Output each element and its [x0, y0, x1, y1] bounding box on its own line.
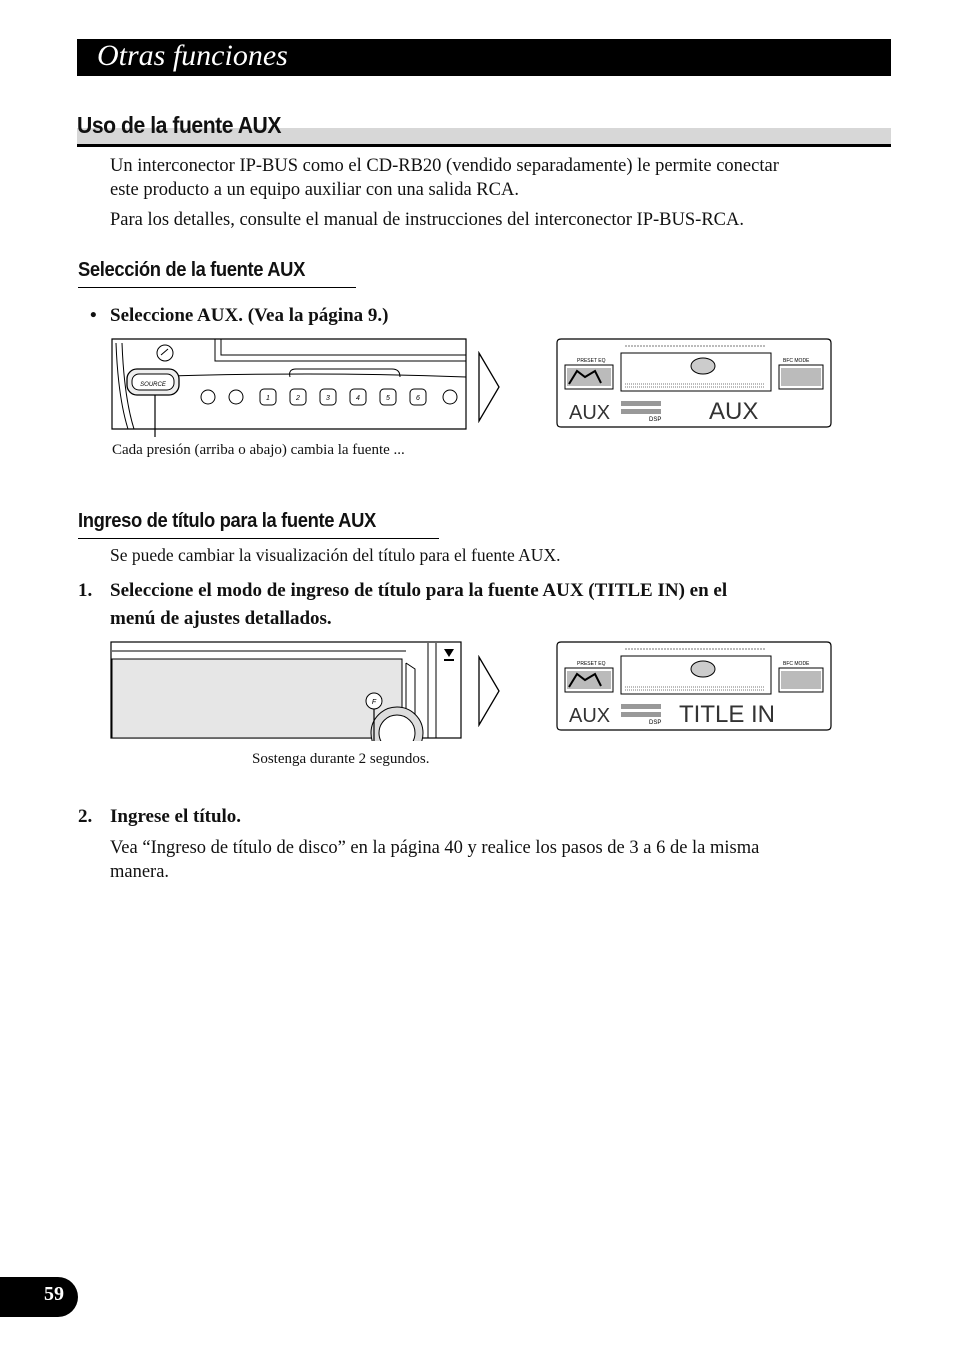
- head-unit-function-illustration: [110, 641, 464, 741]
- caption-hold: Sostenga durante 2 segundos.: [252, 751, 430, 767]
- step-2-number: 2.: [78, 806, 93, 827]
- lcd-label-preset-eq: PRESET EQ: [577, 358, 606, 364]
- preset-button-label: 5: [386, 395, 390, 402]
- lcd-main-text: AUX: [709, 398, 759, 425]
- arrow-icon: [477, 655, 502, 727]
- source-button-label: SOURCE: [140, 382, 166, 388]
- preset-button-label: 1: [266, 395, 270, 402]
- subheading-title-input: Ingreso de título para la fuente AUX: [78, 510, 376, 532]
- subheading-selection: Selección de la fuente AUX: [78, 259, 305, 281]
- intro-paragraph-1-line-1: Un interconector IP-BUS como el CD-RB20 (vendido separadamente) le permite conectar: [110, 156, 779, 176]
- caption-source: Cada presión (arriba o abajo) cambia la fuente ...: [112, 442, 405, 458]
- lcd-main-text: TITLE IN: [679, 701, 776, 728]
- preset-button-label: 6: [416, 395, 420, 402]
- preset-button-label: 4: [356, 395, 360, 402]
- lcd-label-bfc-mode: BFC MODE: [783, 661, 810, 667]
- lcd-display-title-in: [555, 640, 833, 732]
- step-1-line-1: Seleccione el modo de ingreso de título para la fuente AUX (TITLE IN) en el: [110, 580, 728, 601]
- heading-rule: [77, 144, 891, 147]
- subheading-title-input-rule: [78, 538, 439, 539]
- intro-paragraph-2: Para los detalles, consulte el manual de instrucciones del interconector IP-BUS-RCA.: [110, 210, 744, 230]
- arrow-icon: [477, 351, 502, 423]
- page-title: Uso de la fuente AUX: [77, 112, 282, 138]
- step-1-line-2: menú de ajustes detallados.: [110, 608, 332, 629]
- step-2-title: Ingrese el título.: [110, 806, 242, 827]
- page-number-tab: [0, 1277, 78, 1317]
- lcd-dsp-label: DSP: [649, 417, 662, 423]
- preset-button-label: 3: [326, 395, 330, 402]
- lcd-label-preset-eq: PRESET EQ: [577, 661, 606, 667]
- selection-step: Seleccione AUX. (Vea la página 9.): [110, 305, 389, 326]
- function-button-label: F: [371, 699, 377, 706]
- bullet-marker: •: [90, 305, 97, 326]
- subheading-selection-rule: [78, 287, 356, 288]
- title-input-description: Se puede cambiar la visualización del título para el fuente AUX.: [110, 545, 561, 565]
- lcd-left-text: AUX: [569, 402, 611, 424]
- lcd-dsp-label: DSP: [649, 720, 662, 726]
- step-2-line-2: manera.: [110, 862, 170, 882]
- lcd-display-aux: [555, 337, 833, 429]
- preset-button-label: 2: [296, 395, 300, 402]
- page-number: 59: [44, 1283, 64, 1305]
- step-2-line-1: Vea “Ingreso de título de disco” en la página 40 y realice los pasos de 3 a 6 de la misma: [110, 838, 760, 858]
- intro-paragraph-1-line-2: este producto a un equipo auxiliar con una salida RCA.: [110, 180, 519, 200]
- lcd-label-bfc-mode: BFC MODE: [783, 358, 810, 364]
- lcd-left-text: AUX: [569, 705, 611, 727]
- head-unit-source-illustration: [110, 337, 468, 437]
- section-header-title: Otras funciones: [97, 39, 288, 72]
- step-1-number: 1.: [78, 580, 93, 601]
